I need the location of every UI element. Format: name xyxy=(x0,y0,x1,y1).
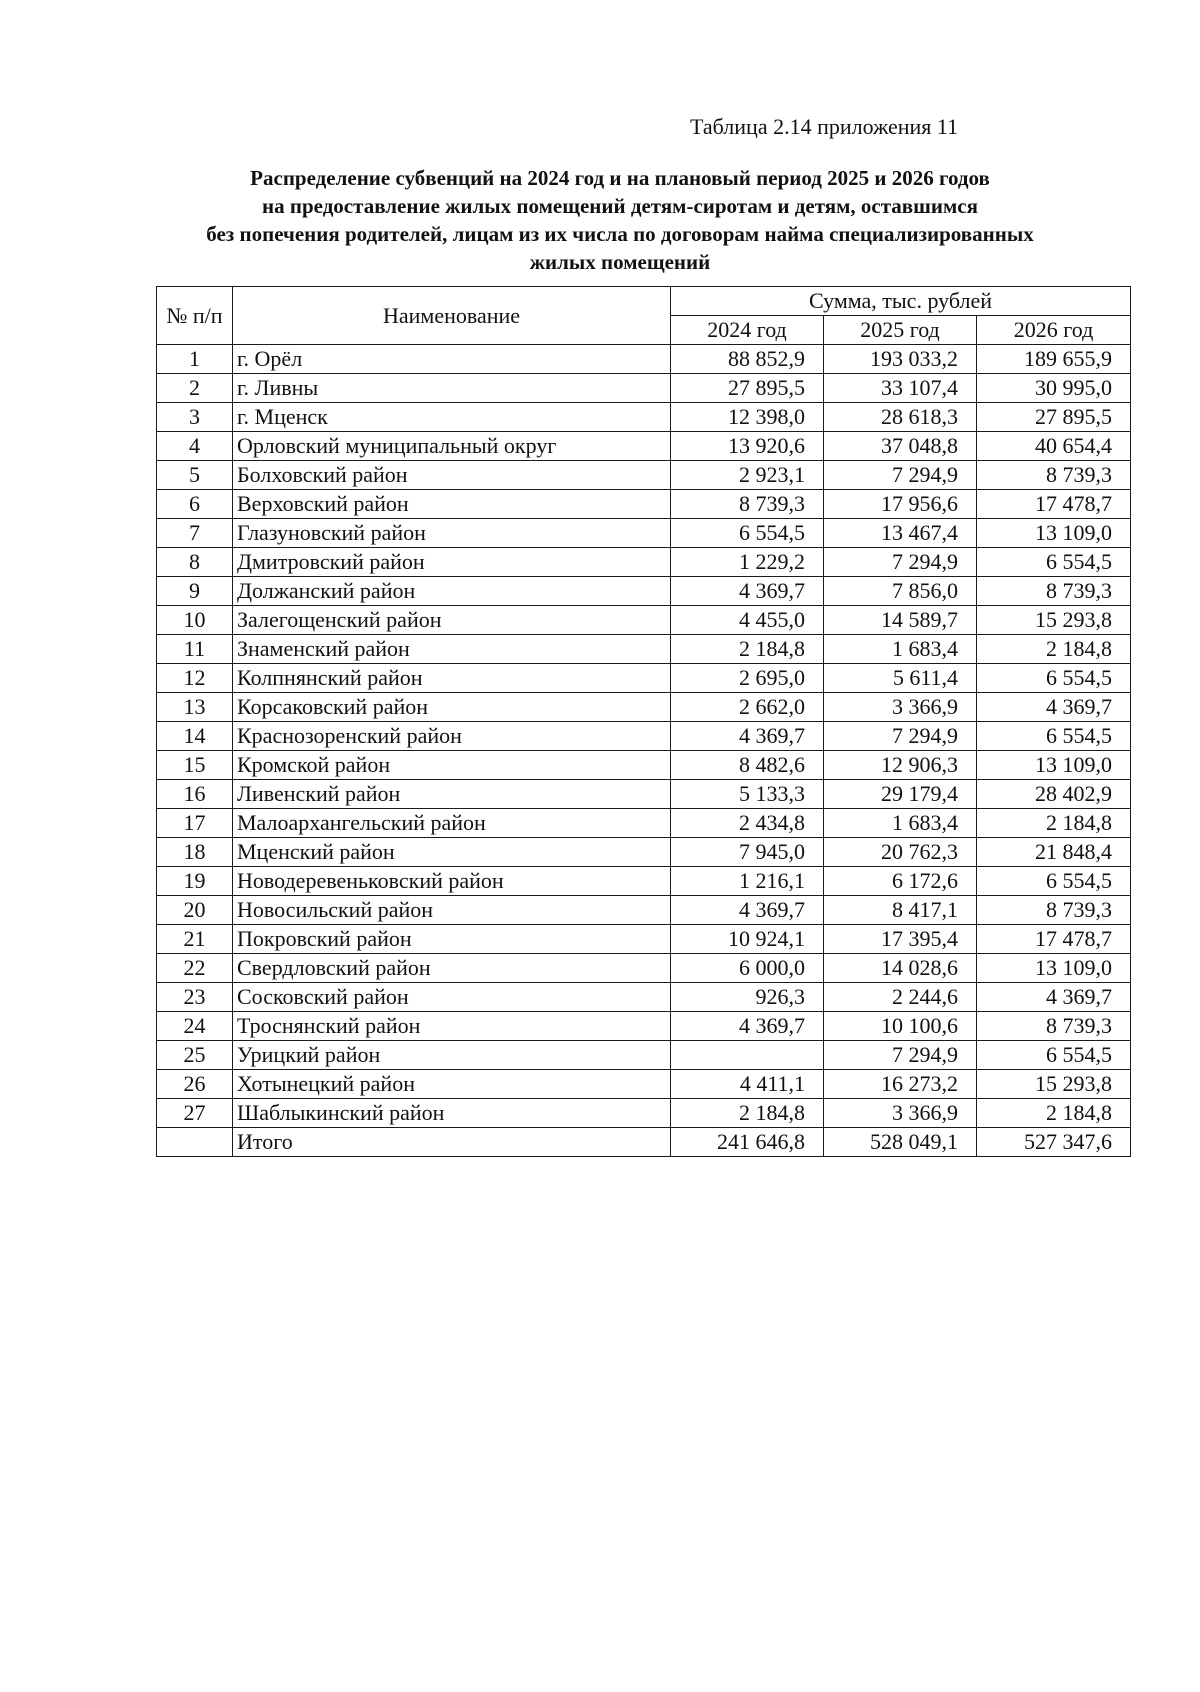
row-number-cell: 9 xyxy=(157,577,233,606)
row-name-cell: Корсаковский район xyxy=(233,693,671,722)
row-name-cell: Колпнянский район xyxy=(233,664,671,693)
table-row xyxy=(157,722,1131,751)
row-number-cell: 1 xyxy=(157,345,233,374)
row-name-cell: Орловский муниципальный округ xyxy=(233,432,671,461)
row-value-2026-cell: 2 184,8 xyxy=(977,1099,1131,1128)
title-line: жилых помещений xyxy=(529,250,711,274)
row-value-2026-cell: 13 109,0 xyxy=(977,751,1131,780)
header-year-2026: 2026 год xyxy=(977,316,1131,345)
row-name-cell: Глазуновский район xyxy=(233,519,671,548)
subvention-table xyxy=(156,286,1131,1157)
row-name-cell: Шаблыкинский район xyxy=(233,1099,671,1128)
row-number-cell: 20 xyxy=(157,896,233,925)
row-value-2025-cell: 7 294,9 xyxy=(824,548,977,577)
row-number-cell: 18 xyxy=(157,838,233,867)
row-value-2025-cell: 7 294,9 xyxy=(824,1041,977,1070)
document-title xyxy=(140,164,1100,276)
row-number-cell: 14 xyxy=(157,722,233,751)
row-value-2024-cell: 926,3 xyxy=(671,983,824,1012)
row-value-2025-cell: 5 611,4 xyxy=(824,664,977,693)
row-value-2024-cell: 4 455,0 xyxy=(671,606,824,635)
row-value-2025-cell: 12 906,3 xyxy=(824,751,977,780)
row-value-2026-cell: 21 848,4 xyxy=(977,838,1131,867)
row-value-2024-cell: 12 398,0 xyxy=(671,403,824,432)
total-2026-cell: 527 347,6 xyxy=(977,1128,1131,1157)
row-value-2024-cell: 5 133,3 xyxy=(671,780,824,809)
row-number-cell: 12 xyxy=(157,664,233,693)
row-value-2025-cell: 7 856,0 xyxy=(824,577,977,606)
total-label-cell: Итого xyxy=(233,1128,671,1157)
row-value-2024-cell: 10 924,1 xyxy=(671,925,824,954)
table-row xyxy=(157,1012,1131,1041)
row-value-2024-cell: 4 369,7 xyxy=(671,896,824,925)
table-row xyxy=(157,548,1131,577)
row-value-2024-cell: 1 216,1 xyxy=(671,867,824,896)
row-value-2025-cell: 16 273,2 xyxy=(824,1070,977,1099)
row-value-2026-cell: 2 184,8 xyxy=(977,809,1131,838)
row-value-2025-cell: 29 179,4 xyxy=(824,780,977,809)
row-value-2024-cell: 88 852,9 xyxy=(671,345,824,374)
row-value-2025-cell: 20 762,3 xyxy=(824,838,977,867)
table-row xyxy=(157,1070,1131,1099)
table-row xyxy=(157,345,1131,374)
row-name-cell: Покровский район xyxy=(233,925,671,954)
header-row xyxy=(157,287,1131,316)
row-value-2026-cell: 15 293,8 xyxy=(977,1070,1131,1099)
row-value-2025-cell: 7 294,9 xyxy=(824,461,977,490)
row-number-cell: 10 xyxy=(157,606,233,635)
row-value-2024-cell: 4 369,7 xyxy=(671,722,824,751)
row-value-2026-cell: 27 895,5 xyxy=(977,403,1131,432)
row-value-2026-cell: 4 369,7 xyxy=(977,983,1131,1012)
row-value-2026-cell: 17 478,7 xyxy=(977,490,1131,519)
row-value-2024-cell: 1 229,2 xyxy=(671,548,824,577)
row-number-cell: 22 xyxy=(157,954,233,983)
row-value-2024-cell: 6 554,5 xyxy=(671,519,824,548)
row-value-2026-cell: 8 739,3 xyxy=(977,577,1131,606)
row-value-2026-cell: 40 654,4 xyxy=(977,432,1131,461)
row-value-2024-cell: 2 184,8 xyxy=(671,635,824,664)
table-row xyxy=(157,403,1131,432)
row-value-2024-cell: 2 695,0 xyxy=(671,664,824,693)
title-line: без попечения родителей, лицам из их числа по договорам найма специализированных xyxy=(206,222,1034,246)
row-value-2025-cell: 37 048,8 xyxy=(824,432,977,461)
row-value-2024-cell: 13 920,6 xyxy=(671,432,824,461)
row-number-cell: 3 xyxy=(157,403,233,432)
row-value-2026-cell: 6 554,5 xyxy=(977,548,1131,577)
row-value-2024-cell: 4 369,7 xyxy=(671,1012,824,1041)
table-row xyxy=(157,664,1131,693)
table-row xyxy=(157,432,1131,461)
row-value-2026-cell: 6 554,5 xyxy=(977,664,1131,693)
title-line: на предоставление жилых помещений детям-сиротам и детям, оставшимся xyxy=(262,194,978,218)
row-value-2025-cell: 1 683,4 xyxy=(824,635,977,664)
row-number-cell: 17 xyxy=(157,809,233,838)
total-row xyxy=(157,1128,1131,1157)
table-row xyxy=(157,606,1131,635)
row-number-cell: 24 xyxy=(157,1012,233,1041)
row-value-2024-cell: 6 000,0 xyxy=(671,954,824,983)
table-row xyxy=(157,809,1131,838)
row-name-cell: г. Орёл xyxy=(233,345,671,374)
table-row xyxy=(157,374,1131,403)
row-number-cell: 19 xyxy=(157,867,233,896)
row-name-cell: Свердловский район xyxy=(233,954,671,983)
row-value-2025-cell: 8 417,1 xyxy=(824,896,977,925)
row-value-2026-cell: 6 554,5 xyxy=(977,1041,1131,1070)
total-2025-cell: 528 049,1 xyxy=(824,1128,977,1157)
row-value-2024-cell: 27 895,5 xyxy=(671,374,824,403)
table-row xyxy=(157,461,1131,490)
row-value-2025-cell: 6 172,6 xyxy=(824,867,977,896)
header-year-2025: 2025 год xyxy=(824,316,977,345)
row-name-cell: Новодеревеньковский район xyxy=(233,867,671,896)
row-value-2024-cell: 4 369,7 xyxy=(671,577,824,606)
row-name-cell: г. Ливны xyxy=(233,374,671,403)
row-value-2025-cell: 193 033,2 xyxy=(824,345,977,374)
row-value-2024-cell: 2 662,0 xyxy=(671,693,824,722)
table-row xyxy=(157,490,1131,519)
table-row xyxy=(157,1041,1131,1070)
row-number-cell: 27 xyxy=(157,1099,233,1128)
row-value-2026-cell: 6 554,5 xyxy=(977,722,1131,751)
row-number-cell: 2 xyxy=(157,374,233,403)
row-name-cell: Малоархангельский район xyxy=(233,809,671,838)
row-value-2025-cell: 10 100,6 xyxy=(824,1012,977,1041)
row-value-2026-cell: 8 739,3 xyxy=(977,896,1131,925)
table-row xyxy=(157,1099,1131,1128)
row-name-cell: Залегощенский район xyxy=(233,606,671,635)
row-name-cell: Кромской район xyxy=(233,751,671,780)
row-value-2025-cell: 1 683,4 xyxy=(824,809,977,838)
row-name-cell: Мценский район xyxy=(233,838,671,867)
row-name-cell: Дмитровский район xyxy=(233,548,671,577)
row-number-cell: 26 xyxy=(157,1070,233,1099)
total-blank-cell xyxy=(157,1128,233,1157)
table-row xyxy=(157,780,1131,809)
row-value-2024-cell: 7 945,0 xyxy=(671,838,824,867)
row-value-2024-cell: 4 411,1 xyxy=(671,1070,824,1099)
row-value-2024-cell: 8 739,3 xyxy=(671,490,824,519)
row-value-2026-cell: 6 554,5 xyxy=(977,867,1131,896)
row-number-cell: 4 xyxy=(157,432,233,461)
header-sum: Сумма, тыс. рублей xyxy=(671,287,1131,316)
table-row xyxy=(157,954,1131,983)
row-value-2025-cell: 17 956,6 xyxy=(824,490,977,519)
row-number-cell: 15 xyxy=(157,751,233,780)
row-name-cell: Новосильский район xyxy=(233,896,671,925)
row-number-cell: 13 xyxy=(157,693,233,722)
row-value-2026-cell: 13 109,0 xyxy=(977,519,1131,548)
header-num: № п/п xyxy=(157,287,233,345)
row-value-2024-cell xyxy=(671,1041,824,1070)
row-value-2026-cell: 15 293,8 xyxy=(977,606,1131,635)
row-value-2026-cell: 30 995,0 xyxy=(977,374,1131,403)
row-value-2025-cell: 14 028,6 xyxy=(824,954,977,983)
row-value-2025-cell: 3 366,9 xyxy=(824,1099,977,1128)
row-value-2025-cell: 14 589,7 xyxy=(824,606,977,635)
row-name-cell: Хотынецкий район xyxy=(233,1070,671,1099)
table-row xyxy=(157,983,1131,1012)
table-row xyxy=(157,925,1131,954)
row-value-2024-cell: 2 184,8 xyxy=(671,1099,824,1128)
row-value-2025-cell: 17 395,4 xyxy=(824,925,977,954)
row-name-cell: Должанский район xyxy=(233,577,671,606)
row-name-cell: г. Мценск xyxy=(233,403,671,432)
table-row xyxy=(157,867,1131,896)
row-number-cell: 6 xyxy=(157,490,233,519)
table-row xyxy=(157,751,1131,780)
row-number-cell: 7 xyxy=(157,519,233,548)
table-row xyxy=(157,896,1131,925)
row-name-cell: Болховский район xyxy=(233,461,671,490)
total-2024-cell: 241 646,8 xyxy=(671,1128,824,1157)
row-name-cell: Троснянский район xyxy=(233,1012,671,1041)
row-name-cell: Урицкий район xyxy=(233,1041,671,1070)
row-name-cell: Ливенский район xyxy=(233,780,671,809)
row-value-2026-cell: 8 739,3 xyxy=(977,461,1131,490)
row-name-cell: Верховский район xyxy=(233,490,671,519)
row-value-2026-cell: 189 655,9 xyxy=(977,345,1131,374)
table-row xyxy=(157,635,1131,664)
header-name: Наименование xyxy=(233,287,671,345)
title-line: Распределение субвенций на 2024 год и на плановый период 2025 и 2026 годов xyxy=(250,166,990,190)
row-number-cell: 11 xyxy=(157,635,233,664)
row-name-cell: Краснозоренский район xyxy=(233,722,671,751)
row-value-2026-cell: 28 402,9 xyxy=(977,780,1131,809)
row-name-cell: Знаменский район xyxy=(233,635,671,664)
row-value-2026-cell: 2 184,8 xyxy=(977,635,1131,664)
table-row xyxy=(157,838,1131,867)
table-body xyxy=(157,345,1131,1157)
row-number-cell: 25 xyxy=(157,1041,233,1070)
header-year-2024: 2024 год xyxy=(671,316,824,345)
row-value-2024-cell: 8 482,6 xyxy=(671,751,824,780)
row-value-2024-cell: 2 434,8 xyxy=(671,809,824,838)
table-reference: Таблица 2.14 приложения 11 xyxy=(690,114,959,139)
row-value-2026-cell: 8 739,3 xyxy=(977,1012,1131,1041)
row-number-cell: 16 xyxy=(157,780,233,809)
row-value-2025-cell: 3 366,9 xyxy=(824,693,977,722)
row-value-2026-cell: 4 369,7 xyxy=(977,693,1131,722)
table-row xyxy=(157,519,1131,548)
row-number-cell: 5 xyxy=(157,461,233,490)
row-value-2025-cell: 33 107,4 xyxy=(824,374,977,403)
row-value-2025-cell: 13 467,4 xyxy=(824,519,977,548)
row-value-2026-cell: 17 478,7 xyxy=(977,925,1131,954)
row-value-2025-cell: 28 618,3 xyxy=(824,403,977,432)
table-row xyxy=(157,577,1131,606)
row-number-cell: 8 xyxy=(157,548,233,577)
row-value-2025-cell: 2 244,6 xyxy=(824,983,977,1012)
table-row xyxy=(157,693,1131,722)
row-value-2024-cell: 2 923,1 xyxy=(671,461,824,490)
row-number-cell: 21 xyxy=(157,925,233,954)
row-value-2026-cell: 13 109,0 xyxy=(977,954,1131,983)
row-number-cell: 23 xyxy=(157,983,233,1012)
row-name-cell: Сосковский район xyxy=(233,983,671,1012)
row-value-2025-cell: 7 294,9 xyxy=(824,722,977,751)
